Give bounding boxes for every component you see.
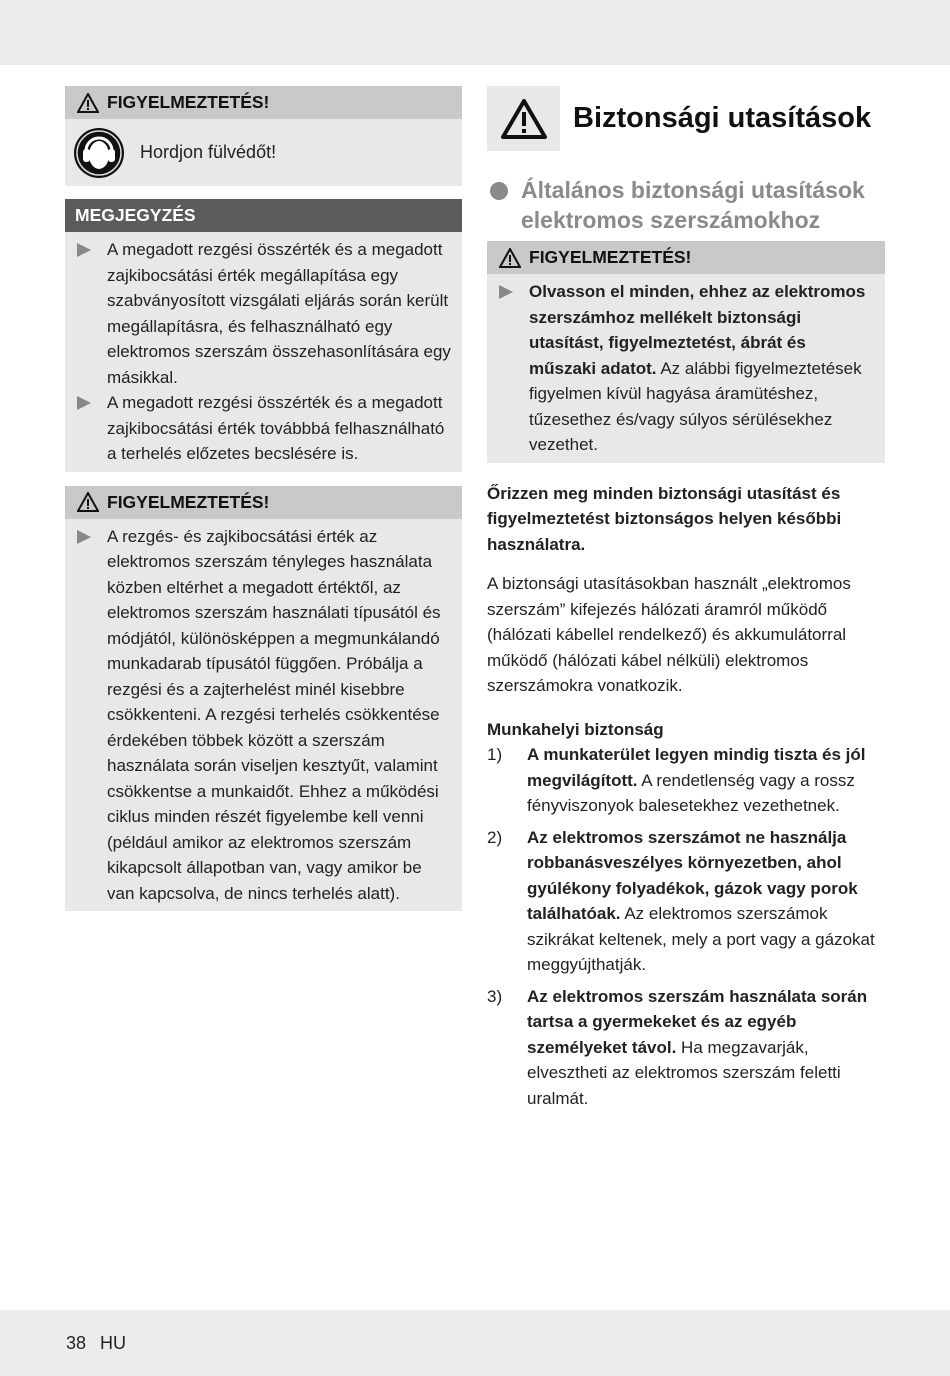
subtitle: [487, 175, 885, 235]
item-number: 1): [487, 745, 503, 764]
item-bold-text: A munkaterület legyen mindig tiszta és jól megvilágított.: [527, 745, 866, 790]
ear-protection-icon: [73, 127, 125, 179]
item-text: Ha megzavarják, elvesztheti az elektromos szerszám feletti uralmát.: [527, 1037, 841, 1108]
item-bold-text: Az elektromos szerszámot ne használja robbanásveszélyes környezetben, ahol gyúlékony folyadékok, gázok vagy porok találhatóak.: [527, 827, 858, 923]
bullet-arrow-icon: [77, 396, 91, 410]
page-title: Biztonsági utasítások: [573, 102, 872, 134]
list-item: [497, 279, 875, 458]
item-text: A megadott rezgési összérték és a megadott zajkibocsátási érték megállapítása egy szabványosított vizsgálati eljárás során került megállapításra, és felhasználható egy elektromos szerszám összehasonlítására egy másikkal.: [107, 240, 451, 387]
warning-body: [65, 119, 462, 186]
section-heading: Munkahelyi biztonság: [487, 719, 664, 739]
warning-triangle-icon: [77, 93, 99, 113]
warning-header: [65, 486, 462, 519]
list-item: [75, 390, 452, 467]
warning-box-vibration: [65, 486, 462, 912]
language-code: HU: [100, 1333, 127, 1353]
intro-paragraph: A biztonsági utasításokban használt „elektromos szerszám” kifejezés hálózati áramról működő (hálózati kábellel rendelkező) és akkumulátorral működő (hálózati kábel nélküli) elektromos szerszámokra vonatkozik.: [487, 574, 851, 695]
item-text: Az elektromos szerszámok szikrákat keltenek, mely a port vagy a gázokat meggyújthatják.: [527, 904, 875, 974]
bullet-arrow-icon: [77, 243, 91, 257]
list-item: [75, 237, 452, 390]
warning-box-read-all: [487, 241, 885, 463]
item-bold-text: Olvasson el minden, ehhez az elektromos szerszámhoz mellékelt biztonsági utasítást, figyelmeztetést, ábrát és műszaki adatot.: [529, 282, 866, 378]
warning-title: FIGYELMEZTETÉS!: [107, 491, 270, 512]
footer: [66, 1333, 140, 1354]
footer-band: [0, 1310, 950, 1376]
numbered-list: [487, 742, 885, 1111]
item-number: 3): [487, 986, 503, 1006]
warning-triangle-icon: [77, 492, 99, 512]
warning-header: [487, 241, 885, 274]
left-column: [65, 86, 462, 911]
item-text: A megadott rezgési összérték és a megadott zajkibocsátási érték továbbbá felhasználható a terhelés előzetes becslésére is.: [107, 393, 445, 463]
item-number: 2): [487, 827, 503, 847]
warning-triangle-icon: [499, 248, 521, 268]
note-box: [65, 199, 462, 472]
bullet-arrow-icon: [77, 530, 91, 544]
note-header: MEGJEGYZÉS: [65, 199, 462, 232]
warning-title: FIGYELMEZTETÉS!: [529, 247, 692, 267]
bullet-dot-icon: [490, 182, 508, 200]
top-band: [0, 0, 950, 65]
bullet-arrow-icon: [499, 285, 513, 299]
title-icon-box: [487, 86, 560, 151]
warning-title: FIGYELMEZTETÉS!: [107, 92, 270, 112]
list-item: [487, 742, 885, 819]
item-text: Az alábbi figyelmeztetések figyelmen kívül hagyása áramütéshez, tűzesethez és/vagy súlyos sérülésekhez vezethet.: [529, 358, 862, 454]
right-column: [487, 86, 885, 1117]
warning-triangle-icon: [500, 98, 548, 140]
warning-text: Hordjon fülvédőt!: [140, 142, 277, 162]
item-text: A rendetlenség vagy a rossz fényviszonyok balesetekhez vezethetnek.: [527, 770, 855, 815]
warning-header: [65, 86, 462, 119]
item-text: A rezgés- és zajkibocsátási érték az elektromos szerszám tényleges használata közben eltérhet a megadott értéktől, az elektromos szerszám használati típusától és módjától, különösképpen a megmunkálandó munkadarab típusától függően. Próbálja a rezgési és a zajterhelést minél kisebbre csökkenteni. A rezgési terhelés csökkentése érdekében többek között a szerszám használata során viseljen kesztyűt, valamint csökkentse a munkaidőt. Ehhez a működési ciklus minden részét figyelembe kell venni (például amikor az elektromos szerszám kikapcsolt állapotban van, vagy amikor be van kapcsolva, de nincs terhelés alatt).: [107, 526, 441, 903]
section-title-row: [487, 86, 885, 151]
list-item: [487, 825, 885, 978]
subtitle-text: Általános biztonsági utasítások elektromos szerszámokhoz: [521, 177, 865, 233]
keep-instructions: Őrizzen meg minden biztonsági utasítást és figyelmeztetést biztonságos helyen későbbi használatra.: [487, 483, 842, 554]
list-item: [75, 524, 452, 907]
warning-box-ear-protection: [65, 86, 462, 186]
item-bold-text: Az elektromos szerszám használata során tartsa a gyermekeket és az egyéb személyeket távol.: [527, 986, 868, 1057]
list-item: [487, 984, 885, 1112]
page-number: 38: [66, 1333, 87, 1353]
